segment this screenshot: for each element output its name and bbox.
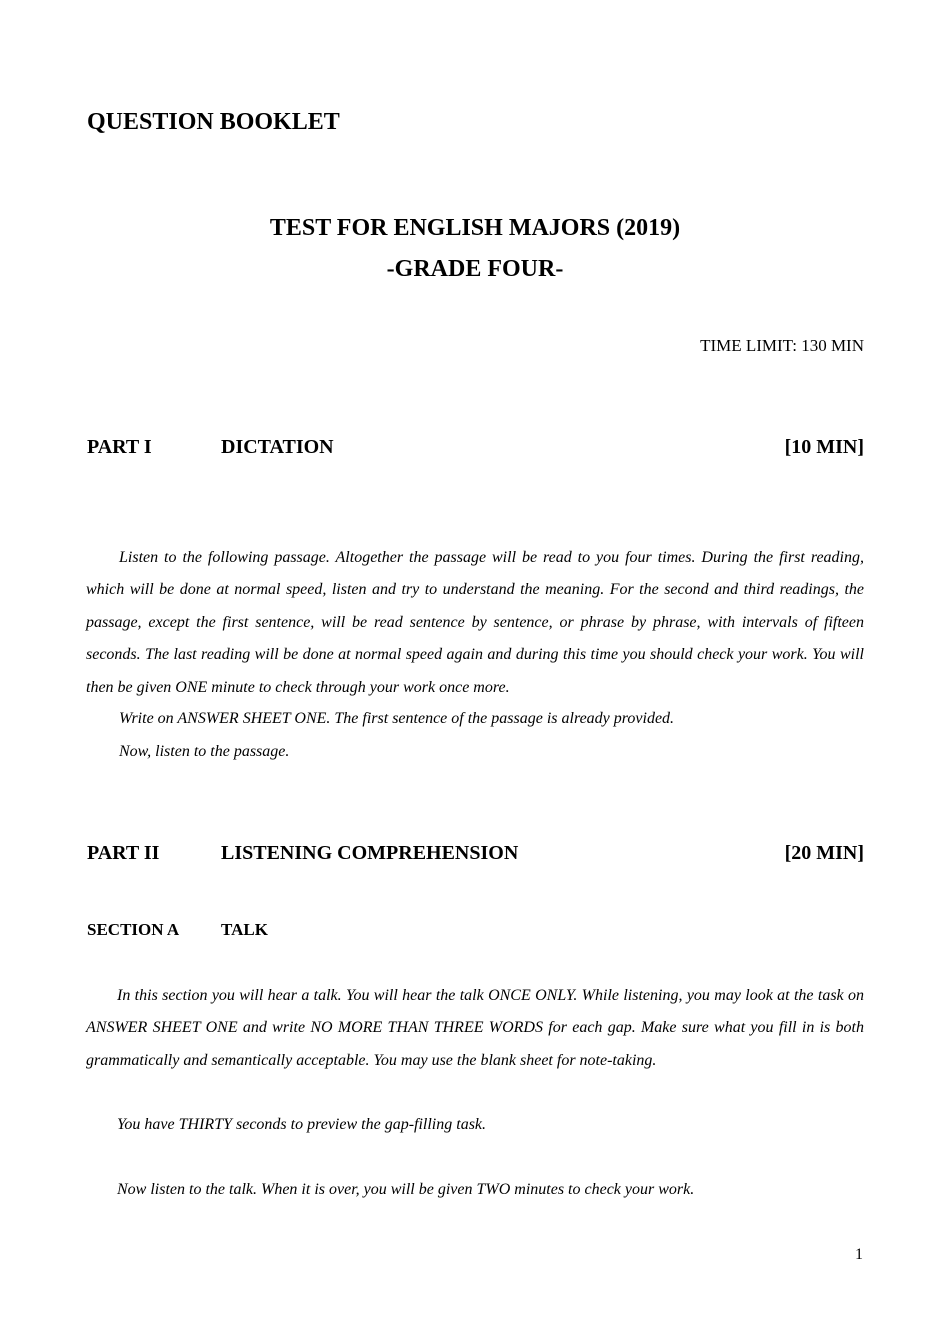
section-a-listen-now: Now listen to the talk. When it is over, you will be given TWO minutes to check your work. (117, 1181, 695, 1198)
part1-number: PART I (87, 436, 152, 458)
part1-name: DICTATION (221, 436, 334, 458)
grade-title: -GRADE FOUR- (386, 256, 564, 282)
booklet-title: QUESTION BOOKLET (87, 109, 340, 135)
section-a-preview: You have THIRTY seconds to preview the gap-filling task. (117, 1116, 487, 1133)
part2-time: [20 MIN] (784, 842, 864, 864)
section-a-instructions-text: In this section you will hear a talk. You will hear the talk ONCE ONLY. While listening, you may look at the task on ANSWER SHEET ONE and write NO MORE THAN THREE WORDS for each gap. Make sure what you fill in is both grammatically and semantically acceptable. You may use the blank sheet for note-taking. (86, 987, 864, 1069)
part2-name: LISTENING COMPREHENSION (221, 842, 519, 864)
test-title: TEST FOR ENGLISH MAJORS (2019) (269, 215, 681, 241)
page-number: 1 (855, 1246, 863, 1263)
part1-instructions-text: Listen to the following passage. Altogether the passage will be read to you four times. During the first reading, which will be done at normal speed, listen and try to understand the meaning. For the second and third readings, the passage, except the first sentence, will be read sentence by sentence, or phrase by phrase, with intervals of fifteen seconds. The last reading will be done at normal speed again and during this time you should check your work. You will then be given ONE minute to check through your work once more. (86, 549, 864, 696)
time-limit: TIME LIMIT: 130 MIN (700, 336, 864, 355)
part1-instructions (86, 542, 864, 704)
section-a-name: TALK (221, 920, 268, 939)
part1-listen-now: Now, listen to the passage. (119, 743, 290, 760)
part2-number: PART II (87, 842, 160, 864)
part1-write-on: Write on ANSWER SHEET ONE. The first sentence of the passage is already provided. (119, 710, 675, 727)
section-a-label: SECTION A (87, 920, 180, 939)
section-a-instructions (86, 980, 864, 1077)
part1-time: [10 MIN] (784, 436, 864, 458)
